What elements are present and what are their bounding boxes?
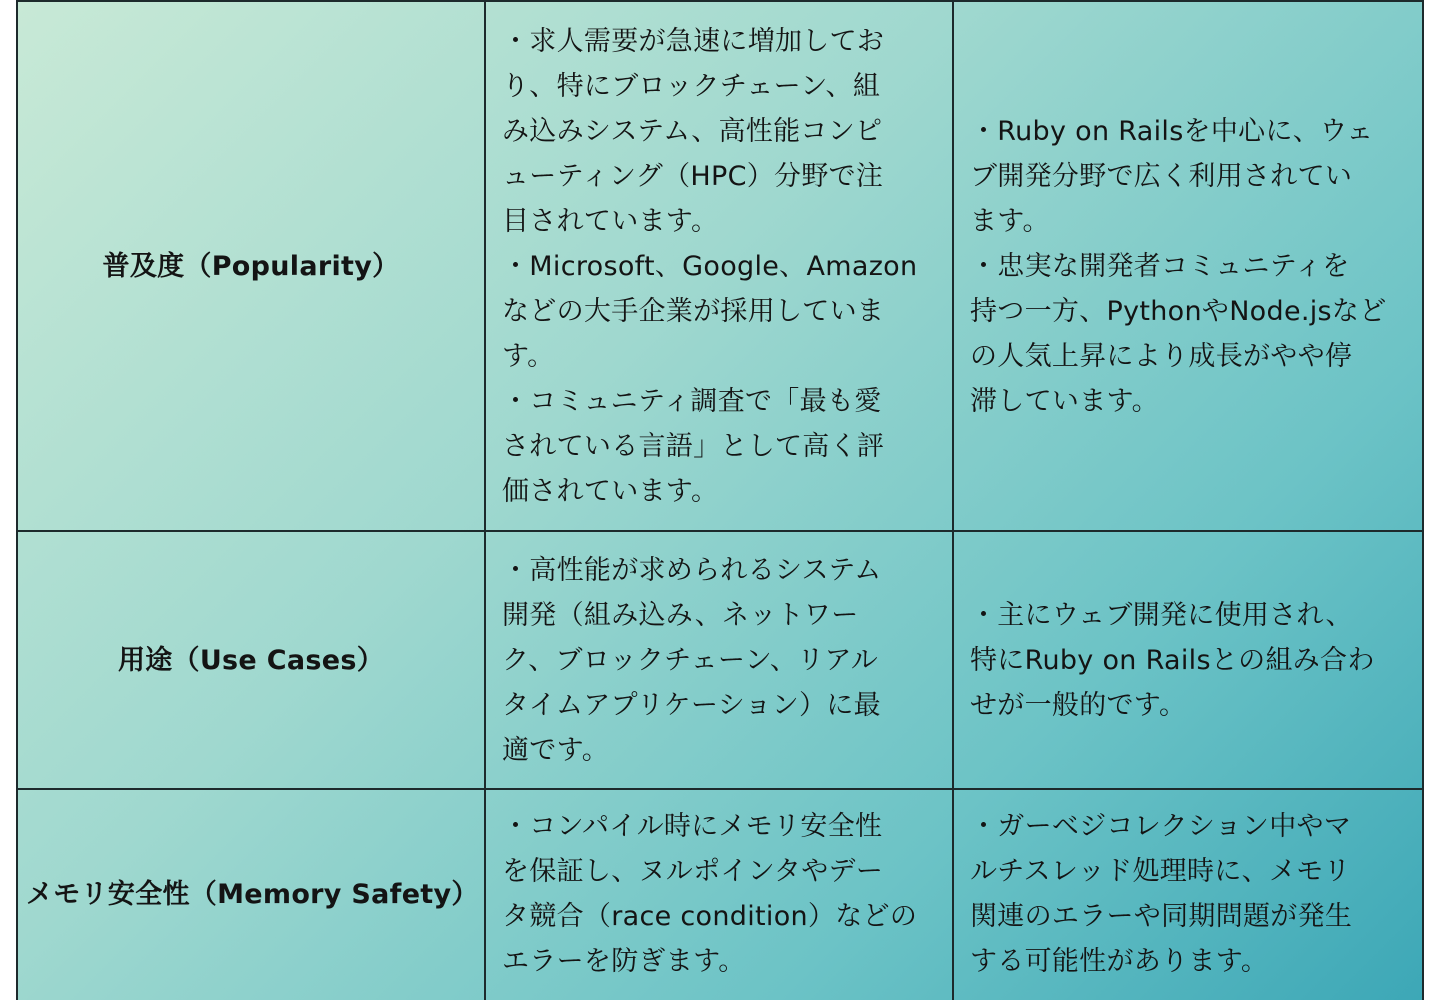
cell-text-line: 滞しています。: [970, 385, 1159, 417]
comparison-table: [16, 0, 1424, 1000]
cell-text-line: ます。: [970, 205, 1050, 237]
cell-text-line: 持つ一方、PythonやNode.jsなど: [970, 295, 1387, 327]
cell-popularity-col3: [953, 1, 1423, 531]
table-row-popularity: [17, 1, 1423, 531]
table-row-use-cases: [17, 531, 1423, 789]
cell-text-line: ・忠実な開発者コミュニティを: [970, 250, 1350, 282]
cell-text-line: 目されています。: [502, 205, 719, 237]
cell-text-line: ルチスレッド処理時に、メモリ: [970, 856, 1351, 887]
cell-text-line: の人気上昇により成長がやや停: [970, 340, 1353, 372]
cell-text-line: ューティング（HPC）分野で注: [502, 160, 884, 192]
cell-text-line: ・コンパイル時にメモリ安全性: [502, 811, 883, 842]
cell-text-line: エラーを防ぎます。: [502, 946, 746, 977]
cell-text-line: 価されています。: [502, 475, 719, 507]
cell-memory-safety-col2: [485, 789, 953, 1000]
cell-text-line: ・Microsoft、Google、Amazon: [502, 250, 918, 282]
cell-text-line: 開発（組み込み、ネットワー: [502, 599, 859, 631]
cell-text-line: ・コミュニティ調査で「最も愛: [502, 385, 882, 417]
row-header-use-cases: 用途（Use Cases）: [17, 531, 485, 789]
cell-text-line: 適です。: [502, 734, 610, 766]
cell-text-line: み込みシステム、高性能コンピ: [502, 115, 883, 147]
cell-text-line: ブ開発分野で広く利用されてい: [970, 160, 1353, 192]
cell-text-line: ・主にウェブ開発に使用され、: [970, 599, 1353, 631]
cell-use-cases-col3: [953, 531, 1423, 789]
cell-text-line: を保証し、ヌルポインタやデー: [502, 856, 884, 887]
cell-text-line: せが一般的です。: [970, 689, 1187, 721]
table-row-memory-safety: [17, 789, 1423, 1000]
row-header-memory-safety: メモリ安全性（Memory Safety）: [17, 789, 485, 1000]
cell-text-line: 関連のエラーや同期問題が発生: [970, 901, 1353, 932]
cell-text-line: ク、ブロックチェーン、リアル: [502, 644, 878, 676]
cell-text-line: する可能性があります。: [970, 946, 1269, 977]
row-header-popularity: 普及度（Popularity）: [17, 1, 485, 531]
cell-text-line: 特にRuby on Railsとの組み合わ: [970, 644, 1375, 676]
cell-text-line: ・求人需要が急速に増加してお: [502, 25, 885, 57]
cell-use-cases-col2: [485, 531, 953, 789]
cell-text-line: ・ガーベジコレクション中やマ: [970, 811, 1352, 842]
cell-text-line: タ競合（race condition）などの: [502, 901, 918, 932]
cell-text-line: などの大手企業が採用していま: [502, 295, 885, 327]
cell-memory-safety-col3: [953, 789, 1423, 1000]
cell-text-line: ・Ruby on Railsを中心に、ウェ: [970, 115, 1374, 147]
cell-text-line: されている言語」として高く評: [502, 430, 885, 462]
cell-text-line: タイムアプリケーション）に最: [502, 689, 881, 721]
cell-popularity-col2: [485, 1, 953, 531]
cell-text-line: す。: [502, 340, 555, 372]
cell-text-line: り、特にブロックチェーン、組: [502, 70, 881, 102]
cell-text-line: ・高性能が求められるシステム: [502, 554, 882, 586]
